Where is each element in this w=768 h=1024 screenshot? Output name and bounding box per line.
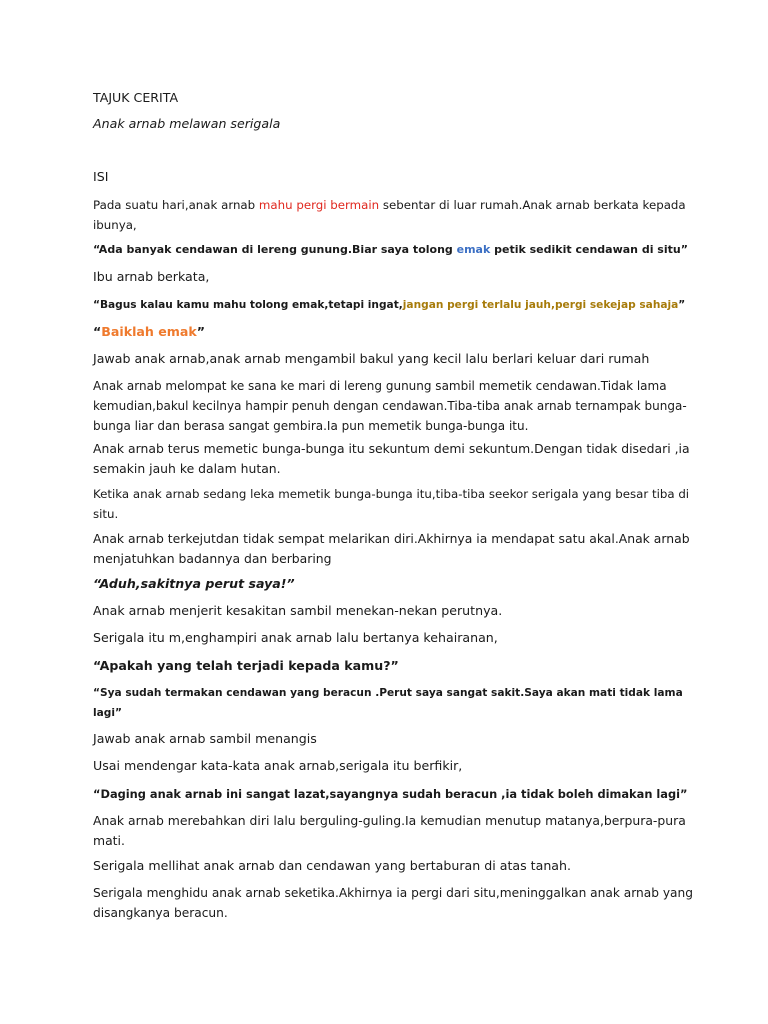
quote-6: “Sya sudah termakan cendawan yang beracun .Perut saya sangat sakit.Saya akan mati tidak lama lagi” [93, 687, 683, 719]
quote-3: “Baiklah emak” [93, 324, 206, 339]
paragraph-4: Anak arnab melompat ke sana ke mari di lereng gunung sambil memetik cendawan.Tidak lama kemudian,bakul kecilnya hampir penuh dengan cendawan.Tiba-tiba anak arnab ternampak bunga- bunga liar dan berasa sangat gembira.Ia pun memetik bunga-bunga itu. [93, 379, 687, 433]
paragraph-3: Jawab anak arnab,anak arnab mengambil bakul yang kecil lalu berlari keluar dari rumah [93, 351, 650, 366]
paragraph-1: Pada suatu hari,anak arnab mahu pergi bermain sebentar di luar rumah.Anak arnab berkata kepada ibunya, [93, 198, 686, 232]
paragraph-9: Serigala itu m,enghampiri anak arnab lalu bertanya kehairanan, [93, 630, 498, 645]
quote-1: “Ada banyak cendawan di lereng gunung.Biar saya tolong emak petik sedikit cendawan di situ” [93, 243, 688, 256]
paragraph-14: Serigala menghidu anak arnab seketika.Akhirnya ia pergi dari situ,meninggalkan anak arnab yang disangkanya beracun. [93, 886, 693, 920]
story-title: Anak arnab melawan serigala [93, 116, 281, 131]
paragraph-10: Jawab anak arnab sambil menangis [93, 731, 317, 746]
quote-5: “Apakah yang telah terjadi kepada kamu?” [93, 658, 399, 673]
quote-2: “Bagus kalau kamu mahu tolong emak,tetapi ingat,jangan pergi terlalu jauh,pergi sekejap sahaja” [93, 299, 686, 311]
quote-4: “Aduh,sakitnya perut saya!” [93, 576, 295, 591]
section-label: ISI [93, 169, 109, 184]
paragraph-2: Ibu arnab berkata, [93, 269, 210, 284]
paragraph-8: Anak arnab menjerit kesakitan sambil menekan-nekan perutnya. [93, 603, 503, 618]
paragraph-5: Anak arnab terus memetic bunga-bunga itu sekuntum demi sekuntum.Dengan tidak disedari ,ia semakin jauh ke dalam hutan. [93, 441, 690, 476]
heading: TAJUK CERITA [93, 90, 179, 105]
highlight-gold: jangan pergi terlalu jauh,pergi sekejap sahaja [402, 299, 679, 311]
paragraph-11: Usai mendengar kata-kata anak arnab,serigala itu berfikir, [93, 758, 463, 773]
paragraph-13: Serigala mellihat anak arnab dan cendawan yang bertaburan di atas tanah. [93, 858, 572, 873]
paragraph-12: Anak arnab merebahkan diri lalu berguling-guling.Ia kemudian menutup matanya,berpura-pura mati. [93, 813, 686, 848]
quote-7: “Daging anak arnab ini sangat lazat,sayangnya sudah beracun ,ia tidak boleh dimakan lagi” [93, 787, 688, 801]
paragraph-6: Ketika anak arnab sedang leka memetik bunga-bunga itu,tiba-tiba seekor serigala yang besar tiba di situ. [93, 487, 690, 521]
highlight-blue: emak [456, 243, 491, 256]
highlight-orange: Baiklah emak [101, 324, 197, 339]
highlight-red: mahu pergi bermain [258, 198, 380, 212]
paragraph-7: Anak arnab terkejutdan tidak sempat melarikan diri.Akhirnya ia mendapat satu akal.Anak arnab menjatuhkan badannya dan berbaring [93, 531, 690, 566]
